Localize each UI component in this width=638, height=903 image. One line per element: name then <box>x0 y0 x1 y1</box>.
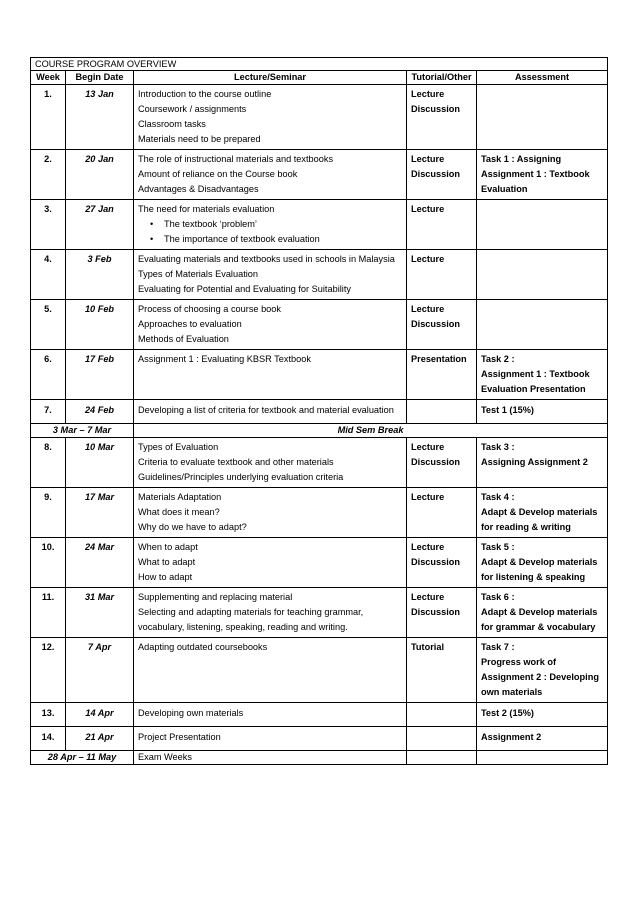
assessment-line: for listening & speaking <box>481 572 586 582</box>
tutorial-line: Discussion <box>411 104 461 114</box>
assessment-line: for grammar & vocabulary <box>481 622 596 632</box>
week-cell: 2. <box>31 150 66 200</box>
lecture-line: Materials Adaptation <box>138 492 222 502</box>
assessment-line: for reading & writing <box>481 522 571 532</box>
header-begin-date: Begin Date <box>66 71 134 85</box>
lecture-cell <box>134 703 407 727</box>
date-cell: 24 Mar <box>66 538 134 588</box>
empty-cell <box>407 751 477 765</box>
lecture-line: Materials need to be prepared <box>138 134 261 144</box>
lecture-line: vocabulary, listening, speaking, reading and writing. <box>138 622 348 632</box>
week-cell: 10. <box>31 538 66 588</box>
week-cell: 5. <box>31 300 66 350</box>
assessment-cell <box>477 350 608 400</box>
lecture-line: The need for materials evaluation <box>138 204 275 214</box>
table-row <box>31 200 608 250</box>
header-tutorial: Tutorial/Other <box>407 71 477 85</box>
lecture-line: How to adapt <box>138 572 193 582</box>
lecture-cell <box>134 350 407 400</box>
tutorial-cell <box>407 250 477 300</box>
table-row <box>31 350 608 400</box>
assessment-cell <box>477 488 608 538</box>
tutorial-cell <box>407 727 477 751</box>
lecture-line: Process of choosing a course book <box>138 304 281 314</box>
week-cell: 9. <box>31 488 66 538</box>
week-cell: 1. <box>31 85 66 150</box>
lecture-line: Project Presentation <box>138 732 221 742</box>
assessment-line: Assignment 1 : Textbook <box>481 169 590 179</box>
lecture-cell <box>134 400 407 424</box>
tutorial-line: Discussion <box>411 319 461 329</box>
assessment-cell <box>477 85 608 150</box>
course-program-table <box>30 57 608 765</box>
assessment-cell <box>477 638 608 703</box>
date-cell: 10 Feb <box>66 300 134 350</box>
lecture-line: Introduction to the course outline <box>138 89 272 99</box>
tutorial-line: Discussion <box>411 607 461 617</box>
assessment-line: Progress work of <box>481 657 557 667</box>
tutorial-line: Discussion <box>411 169 461 179</box>
break-date-range: 3 Mar – 7 Mar <box>31 424 134 438</box>
assessment-line: Evaluation Presentation <box>481 384 586 394</box>
lecture-cell <box>134 488 407 538</box>
tutorial-line: Lecture <box>411 204 445 214</box>
date-cell: 31 Mar <box>66 588 134 638</box>
tutorial-cell <box>407 438 477 488</box>
week-cell: 14. <box>31 727 66 751</box>
tutorial-cell <box>407 488 477 538</box>
assessment-cell <box>477 200 608 250</box>
assessment-line: Task 7 : <box>481 642 515 652</box>
schedule-body <box>31 85 608 765</box>
lecture-line: Evaluating for Potential and Evaluating for Suitability <box>138 284 351 294</box>
lecture-bullet <box>138 232 402 247</box>
lecture-cell <box>134 438 407 488</box>
header-row <box>31 71 608 85</box>
week-cell: 12. <box>31 638 66 703</box>
course-program-sheet <box>30 57 607 765</box>
lecture-line: Developing a list of criteria for textbook and material evaluation <box>138 405 394 415</box>
lecture-line: What to adapt <box>138 557 196 567</box>
date-cell: 3 Feb <box>66 250 134 300</box>
table-title: COURSE PROGRAM OVERVIEW <box>31 58 608 71</box>
tutorial-line: Lecture <box>411 442 445 452</box>
lecture-line: Assignment 1 : Evaluating KBSR Textbook <box>138 354 311 364</box>
week-cell: 3. <box>31 200 66 250</box>
date-cell: 20 Jan <box>66 150 134 200</box>
assessment-line: Task 3 : <box>481 442 515 452</box>
assessment-cell <box>477 588 608 638</box>
tutorial-line: Lecture <box>411 254 445 264</box>
date-cell: 14 Apr <box>66 703 134 727</box>
lecture-line: Guidelines/Principles underlying evaluation criteria <box>138 472 344 482</box>
assessment-line: Adapt & Develop materials <box>481 557 598 567</box>
tutorial-line: Lecture <box>411 154 445 164</box>
lecture-cell <box>134 200 407 250</box>
bullet-text: The importance of textbook evaluation <box>164 234 320 244</box>
header-assessment: Assessment <box>477 71 608 85</box>
week-cell: 4. <box>31 250 66 300</box>
date-cell: 24 Feb <box>66 400 134 424</box>
tutorial-cell <box>407 638 477 703</box>
assessment-cell <box>477 703 608 727</box>
table-row <box>31 727 608 751</box>
lecture-line: Criteria to evaluate textbook and other materials <box>138 457 334 467</box>
week-cell: 8. <box>31 438 66 488</box>
lecture-line: Methods of Evaluation <box>138 334 229 344</box>
tutorial-cell <box>407 703 477 727</box>
date-cell: 17 Feb <box>66 350 134 400</box>
assessment-cell <box>477 727 608 751</box>
date-cell: 7 Apr <box>66 638 134 703</box>
week-cell: 13. <box>31 703 66 727</box>
exam-label: Exam Weeks <box>134 751 407 765</box>
lecture-cell <box>134 538 407 588</box>
assessment-cell <box>477 300 608 350</box>
assessment-line: Adapt & Develop materials <box>481 507 598 517</box>
table-row <box>31 400 608 424</box>
assessment-line: Task 2 : <box>481 354 515 364</box>
week-cell: 11. <box>31 588 66 638</box>
assessment-line: Task 4 : <box>481 492 515 502</box>
week-cell: 6. <box>31 350 66 400</box>
tutorial-line: Presentation <box>411 354 467 364</box>
bullet-text: The textbook ‘problem’ <box>164 219 257 229</box>
lecture-cell <box>134 588 407 638</box>
lecture-cell <box>134 727 407 751</box>
week-cell: 7. <box>31 400 66 424</box>
date-cell: 17 Mar <box>66 488 134 538</box>
assessment-cell <box>477 150 608 200</box>
assessment-line: Assignment 1 : Textbook <box>481 369 590 379</box>
header-lecture: Lecture/Seminar <box>134 71 407 85</box>
lecture-line: Adapting outdated coursebooks <box>138 642 268 652</box>
lecture-line: Selecting and adapting materials for teaching grammar, <box>138 607 364 617</box>
tutorial-line: Lecture <box>411 304 445 314</box>
lecture-line: The role of instructional materials and textbooks <box>138 154 334 164</box>
assessment-line: Task 5 : <box>481 542 515 552</box>
assessment-cell <box>477 438 608 488</box>
tutorial-line: Tutorial <box>411 642 445 652</box>
title-row <box>31 58 608 71</box>
tutorial-cell <box>407 588 477 638</box>
lecture-line: Approaches to evaluation <box>138 319 242 329</box>
lecture-line: Types of Evaluation <box>138 442 219 452</box>
date-cell: 13 Jan <box>66 85 134 150</box>
tutorial-cell <box>407 400 477 424</box>
assessment-line: Assigning Assignment 2 <box>481 457 588 467</box>
tutorial-cell <box>407 200 477 250</box>
table-row <box>31 703 608 727</box>
empty-cell <box>477 751 608 765</box>
assessment-line: Test 1 (15%) <box>481 405 534 415</box>
table-row <box>31 488 608 538</box>
tutorial-cell <box>407 538 477 588</box>
assessment-line: Assignment 2 : Developing <box>481 672 599 682</box>
table-row <box>31 150 608 200</box>
tutorial-line: Discussion <box>411 557 461 567</box>
table-row <box>31 85 608 150</box>
assessment-cell <box>477 538 608 588</box>
tutorial-cell <box>407 300 477 350</box>
table-row <box>31 588 608 638</box>
assessment-line: Test 2 (15%) <box>481 708 534 718</box>
table-row <box>31 424 608 438</box>
assessment-line: Assignment 2 <box>481 732 542 742</box>
assessment-line: Adapt & Develop materials <box>481 607 598 617</box>
table-row <box>31 538 608 588</box>
assessment-line: own materials <box>481 687 543 697</box>
date-cell: 27 Jan <box>66 200 134 250</box>
table-row <box>31 438 608 488</box>
lecture-cell <box>134 250 407 300</box>
break-label: Mid Sem Break <box>134 424 608 438</box>
bullet-icon: • <box>150 234 154 244</box>
table-row <box>31 751 608 765</box>
tutorial-cell <box>407 150 477 200</box>
lecture-line: Advantages & Disadvantages <box>138 184 259 194</box>
table-row <box>31 638 608 703</box>
lecture-line: Amount of reliance on the Course book <box>138 169 298 179</box>
tutorial-line: Lecture <box>411 592 445 602</box>
lecture-cell <box>134 85 407 150</box>
date-cell: 10 Mar <box>66 438 134 488</box>
tutorial-line: Discussion <box>411 457 461 467</box>
lecture-bullet <box>138 217 402 232</box>
tutorial-cell <box>407 350 477 400</box>
lecture-line: Why do we have to adapt? <box>138 522 247 532</box>
table-row <box>31 300 608 350</box>
assessment-cell <box>477 250 608 300</box>
lecture-cell <box>134 300 407 350</box>
exam-date-range: 28 Apr – 11 May <box>31 751 134 765</box>
lecture-line: Types of Materials Evaluation <box>138 269 259 279</box>
tutorial-cell <box>407 85 477 150</box>
lecture-line: Supplementing and replacing material <box>138 592 293 602</box>
table-row <box>31 250 608 300</box>
bullet-icon: • <box>150 219 154 229</box>
lecture-line: Classroom tasks <box>138 119 206 129</box>
tutorial-line: Lecture <box>411 89 445 99</box>
assessment-line: Task 6 : <box>481 592 515 602</box>
assessment-line: Task 1 : Assigning <box>481 154 562 164</box>
lecture-line: Evaluating materials and textbooks used in schools in Malaysia <box>138 254 395 264</box>
lecture-line: What does it mean? <box>138 507 220 517</box>
lecture-line: When to adapt <box>138 542 198 552</box>
header-week: Week <box>31 71 66 85</box>
tutorial-line: Lecture <box>411 492 445 502</box>
assessment-cell <box>477 400 608 424</box>
lecture-line: Developing own materials <box>138 708 244 718</box>
lecture-cell <box>134 150 407 200</box>
lecture-cell <box>134 638 407 703</box>
lecture-line: Coursework / assignments <box>138 104 247 114</box>
tutorial-line: Lecture <box>411 542 445 552</box>
date-cell: 21 Apr <box>66 727 134 751</box>
assessment-line: Evaluation <box>481 184 528 194</box>
